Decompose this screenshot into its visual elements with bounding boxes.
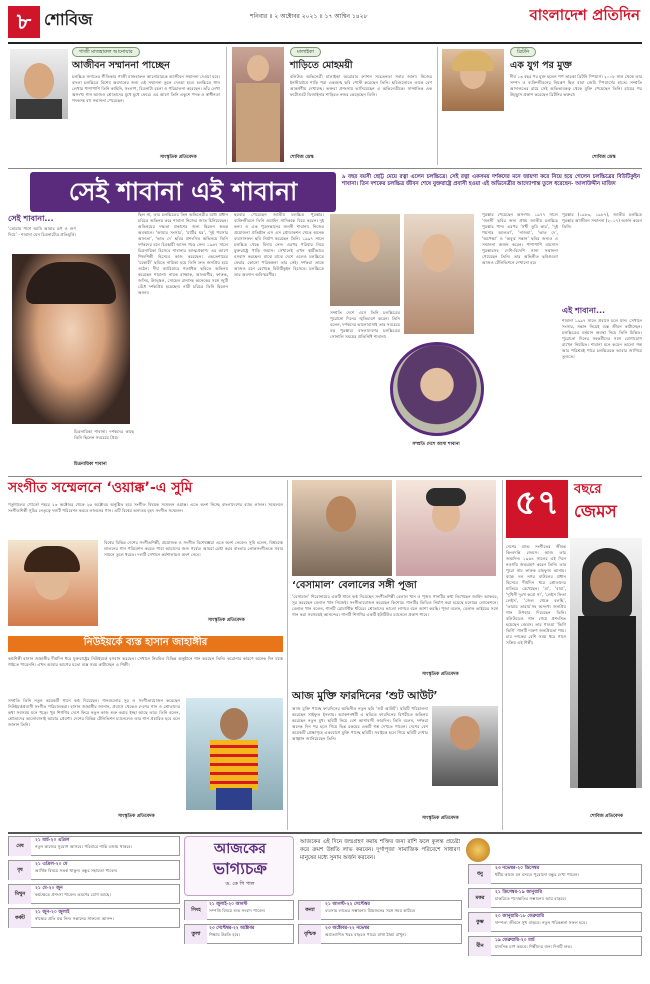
- tag-britney: ব্রিটনি: [510, 47, 536, 57]
- sign-kanya: কন্যা ২১ আগস্ট-২২ সেপ্টেম্বর ব্যবসায় লাভের সম্ভাবনা। প্রিয়জনের সঙ্গে সময় কাটবে।: [298, 900, 462, 920]
- headline-gazi: আজীবন সম্মাননা পাচ্ছেন: [72, 60, 170, 71]
- article-britney: [442, 47, 642, 165]
- shabana-subhead: এই শাবানা...: [562, 306, 606, 315]
- shabana-caption-1: চিত্রনায়িকা শাবানা: [74, 462, 107, 467]
- britney-photo: [442, 49, 504, 111]
- horoscope-author: ড. কে পি পাল: [225, 881, 255, 887]
- shabana-deck: ৯ বছর বয়সী ছোট্ট মেয়ে রত্না এলেন চলচ্চিত্রে। সেই রত্না একসময় দর্শকদের মনে জায়গা করে নিয়ে হয়ে গেলেন চলচ্চিত্রের বিউটিকুইন শাবানা। তিন দশকের চলচ্চিত্র জীবন শেষে যুক্তরাষ্ট্রে প্রবাসী হওয়া এই অভিনেত্রীর আদ্যোপান্ত তুলে ধরেছেন- আলাউদ্দীন মাজিদ: [342, 174, 640, 187]
- article-gazi: [10, 47, 220, 165]
- sign-kumbha: কুম্ভ ২০ জানুয়ারি-১৮ ফেব্রুয়ারি দাম্পত্য জীবনে সুখ বাড়বে। নতুন পরিকল্পনা সফল হবে।: [468, 912, 642, 932]
- tag-gazi: গাজী মাজহারুল আনোয়ার: [72, 47, 140, 57]
- gazi-photo: [10, 49, 68, 119]
- sign-tula: তুলা ২৩ সেপ্টেম্বর-২২ অক্টোবর শিক্ষায় উন্নতি হবে।: [184, 924, 294, 944]
- sumi-photo: [8, 540, 98, 626]
- section-title: শোবিজ: [44, 10, 93, 29]
- horoscope-title-box: [184, 836, 294, 896]
- headline-malaika: শাড়িতে মোহময়ী: [290, 60, 353, 71]
- header-rule: [8, 42, 642, 44]
- byline-mukti: সাংস্কৃতিক প্রতিবেদক: [422, 816, 459, 821]
- byline-sumi: সাংস্কৃতিক প্রতিবেদক: [208, 618, 245, 623]
- sign-makar: মকর ২১ ডিসেম্বর-১৯ জানুয়ারি চাকরিতে পদোন্নতির সম্ভাবনা। আয় বাড়বে।: [468, 888, 642, 908]
- sign-brisha: বৃষ ২১ এপ্রিল-২০ মে আর্থিক বিষয়ে সতর্ক থাকুন। বন্ধুর সহায়তা পাবেন।: [8, 860, 180, 880]
- james-age: ৫৭: [514, 483, 560, 523]
- body-gazi: চলচ্চিত্র জগতের গীতিকার গাজী মাজহারুল আনোয়ারকে আজীবন সম্মাননা দেওয়া হবে। বাংলা চলচ্চিত্রে বিশেষ অবদানের জন্য এই সম্মাননা তুলে দেওয়া হবে। চলচ্চিত্রে গান লেখার পাশাপাশি তিনি কাহিনি, সংলাপ, চিত্রনাট্য রচনা ও পরিচালনা করেছেন। তাঁর লেখা অসংখ্য গান আজও শ্রোতাদের মুখে মুখে ফেরে। এর আগে তিনি একুশে পদক ও স্বাধীনতা পদকসহ বহু সম্মাননা পেয়েছেন।: [72, 74, 220, 103]
- page-number: ৮: [8, 6, 40, 38]
- shabana-title: সেই শাবানা এই শাবানা: [68, 177, 298, 206]
- sign-karkat: কর্কট ২১ জুন-২০ জুলাই স্বাস্থ্যের প্রতি যত্ন নিন। সন্তানের সাফল্যে আনন্দ।: [8, 908, 180, 928]
- byline-malaika: শোবিজ ডেস্ক: [290, 155, 314, 160]
- sign-brishchik: বৃশ্চিক ২৩ অক্টোবর-২২ নভেম্বর অপ্রত্যাশিত খরচ বাড়তে পারে। মাথা ঠান্ডা রাখুন।: [298, 924, 462, 944]
- james-title-2: জেমস: [574, 502, 617, 522]
- belal-photo: [292, 480, 392, 576]
- article-puja: ‘বেসামাল’ বেলালের সঙ্গী পূজা ‘বেসামাল’ শিরোনামের একটি গানে কণ্ঠ দিয়েছেন সংগীতশিল্পী বেলাল খান ও পূজা। গানটির কথা লিখেছেন জাহিদ আকবর, সুর করেছেন বেলাল খান নিজেই। সংগীতায়োজন করেছেন কিশোর। গানটির ভিডিও নির্মাণ করা হয়েছে মনোরম লোকেশনে। বেলাল খান বলেন, গানটি রোমান্টিক ধাঁচের। শ্রোতাদের ভালো লাগবে বলে আশা করছি। পূজা বলেন, বেলাল ভাইয়ের সঙ্গে গান করা সবসময়ই আনন্দের। গানটি শিগগির একটি ইউটিউব চ্যানেলে প্রকাশ পাবে। সাংস্কৃতিক প্রতিবেদক: [292, 480, 498, 680]
- james-title-1: বছরে: [574, 482, 602, 497]
- hasan-photo: [186, 698, 283, 810]
- sign-meen: মীন ১৯ ফেব্রুয়ারি-২০ মার্চ মানসিক চাপ কমবে। শিল্পীদের জন্য দিনটি শুভ।: [468, 936, 642, 956]
- puja-photo: [396, 480, 496, 576]
- article-james: ৫৭ বছরে জেমস দেশের ব্যান্ড সংগীতের জীবন্ত কিংবদন্তি জেমস। আজ তার জন্মদিন। ১৯৬৪ সালের এই দিনে নওগাঁয় জন্মগ্রহণ করেন তিনি। তার পুরো নাম ফারুক মাহফুজ আনাম। ব্যান্ড দল নগর বাউলের প্রধান হিসেবে দীর্ঘদিন ধরে শ্রোতাদের মাতিয়ে রেখেছেন। ‘মা’, ‘বাবা’, ‘দুখিনী দুঃখ করো না’, ‘লেইস ফিতা লেইস’, ‘জেল থেকে বলছি’, ‘তারায় তারায়’সহ অসংখ্য জনপ্রিয় গান উপহার দিয়েছেন তিনি। বলিউডেও গান গেয়ে প্রশংসিত হয়েছেন জেমস। তার গাওয়া ‘ভিগি ভিগি’ গানটি দারুণ জনপ্রিয়তা পায়। চার দশকের বেশি সময় ধরে গানে সক্রিয় এই শিল্পী। শোবিজ প্রতিবেদক: [506, 480, 642, 830]
- shabana-lead: সেই শাবানা...: [8, 214, 54, 223]
- horoscope-section: [8, 836, 642, 982]
- headline-britney: এক যুগ পর মুক্ত: [510, 60, 572, 71]
- masthead-logo: বাংলাদেশ প্রতিদিন: [529, 6, 640, 24]
- sign-dhanu: ধনু ২৩ নভেম্বর-২০ ডিসেম্বর ধর্মীয় কাজে মন বসবে। পুরোনো বন্ধুর দেখা পাবেন।: [468, 864, 642, 884]
- horoscope-intro: আজকের এই দিনে জন্মগ্রহণ করায় শক্তির জন্য রাশি ফলে কুলন্ত প্রচেষ্টা করে ক্রমশ উন্নতি লাভ করবেন। দুর্গাপূজা সামাজিক পরিবেশে সাধারণ মানুষের মধ্যে সুনাম অর্জন করবেন।: [300, 839, 460, 861]
- body-malaika: বলিউড অভিনেত্রী মালাইকা অরোরার ফ্যাশন সচেতনতা সবার জানা। নিজের ইনস্টাগ্রামে শাড়ি পরা একগুচ্ছ ছবি পোস্ট করেছেন তিনি। ছবিগুলোতে তাকে বেশ আকর্ষণীয় দেখাচ্ছে। ভক্তরা প্রশংসায় ভাসিয়েছেন এ অভিনেত্রীকে। সাম্প্রতিক এক ফটোশুটে ডিজাইনার শাড়িতে নজর কেড়েছেন তিনি।: [290, 74, 432, 97]
- tag-malaika: মালাইকা: [290, 47, 321, 57]
- sign-mesh: মেষ ২১ মার্চ-২০ এপ্রিল নতুন কাজের সুযোগ আসবে। পরিবারে শান্তি বজায় থাকবে।: [8, 836, 180, 856]
- shabana-photo-3: [404, 214, 474, 334]
- body-britney: দীর্ঘ ১৩ বছর পর মুক্ত হলেন পপ তারকা ব্রিটনি স্পিয়ার্স। ২০০৮ সাল থেকে তার সম্পদ ও ব্যক্তিজীবনের নিয়ন্ত্রণ ছিল বাবা জেমি স্পিয়ার্সের হাতে। সম্প্রতি আদালতের রায়ে সেই অভিভাবকত্ব থেকে মুক্তি পেয়েছেন তিনি। রায়ের পর উচ্ছ্বাস প্রকাশ করেছেন ব্রিটনির ভক্তরা।: [510, 74, 642, 97]
- malaika-photo: [232, 47, 284, 162]
- byline-james: শোবিজ প্রতিবেদক: [590, 814, 624, 819]
- article-sumi: সংগীত সম্মেলনে ‘ওয়াক্ক’-এ সুমি পর্তুগালের পোর্তো শহরে ২৩ অক্টোবর থেকে ২৬ অক্টোবর অনুষ্ঠিত হবে সংগীত বিষয়ক সম্মেলন ওয়াক্ক। এতে অংশ নিচ্ছে বাংলাদেশের ব্যান্ড লালন। সম্মেলনে সংগীতশিল্পী সুমির নেতৃত্বে দলটি পরিবেশন করবে লালনের গান। এটি বিশ্বের অন্যতম বৃহৎ সংগীত সম্মেলন। বিশ্বের বিভিন্ন দেশের সংগীতশিল্পী, প্রযোজক ও সংগীত বিশেষজ্ঞরা এতে অংশ নেবেন। সুমি বলেন, বিশ্বমঞ্চে লালনের গান পরিবেশন করতে পারা আমাদের জন্য গর্বের। আমরা চেষ্টা করব বাংলার লোকসংগীতকে সবার সামনে তুলে ধরতে। দলটি সেখানে কর্মশালায়ও অংশ নেবে। সাংস্কৃতিক প্রতিবেদক: [8, 480, 283, 630]
- shabana-title-banner: [30, 172, 336, 212]
- article-malaika: [232, 47, 432, 165]
- horoscope-title-2: ভাগ্যচক্র: [213, 859, 267, 878]
- headline-hasan: নিউইয়র্কে ব্যস্ত হাসান জাহাঙ্গীর: [83, 637, 208, 648]
- article-mukti: আজ মুক্তি ফারদিনের ‘শুট আউট’ আজ মুক্তি পাচ্ছে ফারদিনের অভিনীত নতুন ছবি ‘শুট আউট’। ছবিটি পরিচালনা করেছেন সাইফুল ইসলাম। অ্যাকশনধর্মী এ ছবিতে ফারদিনের বিপরীতে অভিনয় করেছেন নতুন মুখ। ছবিটি নিয়ে বেশ আশাবাদী ফারদিন। তিনি বলেন, দর্শকরা অনেক দিন পর হলে গিয়ে ভিন্ন রকমের একটি গল্প দেখতে পাবেন। দেশের বেশ কয়েকটি প্রেক্ষাগৃহে একযোগে মুক্তি পাচ্ছে ছবিটি। সবাইকে হলে গিয়ে ছবিটি দেখার আহ্বান জানিয়েছেন তিনি। সাংস্কৃতিক প্রতিবেদক: [292, 690, 498, 826]
- byline-britney: শোবিজ ডেস্ক: [592, 155, 616, 160]
- article-hasan: নিউইয়র্কে ব্যস্ত হাসান জাহাঙ্গীর কণ্ঠশিল্পী হাসান জাহাঙ্গীর দীর্ঘদিন ধরে যুক্তরাষ্ট্রের নিউইয়র্কে বসবাস করছেন। সেখানে নিয়মিত বিভিন্ন অনুষ্ঠানে গান করছেন তিনি। করোনার কারণে অনেক দিন মঞ্চে গাইতে পারেননি। এখন আবার আগের মতো ব্যস্ত সময় কাটাচ্ছেন এ শিল্পী। সম্প্রতি তিনি নতুন কয়েকটি গানে কণ্ঠ দিয়েছেন। গানগুলোর সুর ও সংগীতায়োজন করেছেন নিউইয়র্কপ্রবাসী সংগীত পরিচালকরা। হাসান জাহাঙ্গীর জানান, প্রবাসে থেকেও দেশের গান ও শ্রোতাদের কথা সবসময় মনে পড়ে। খুব শিগগির দেশে ফিরে নতুন কাজ শুরু করার ইচ্ছা আছে তার। তিনি বলেন, শ্রোতাদের ভালোবাসাই আমার প্রেরণা। দেশের বিভিন্ন টেলিভিশন চ্যানেলেও তার গান প্রচারিত হবে বলে জানান তিনি। সাংস্কৃতিক প্রতিবেদক: [8, 637, 283, 819]
- fardin-photo: [432, 706, 498, 786]
- headline-puja: ‘বেসামাল’ বেলালের সঙ্গী পূজা: [292, 580, 417, 591]
- byline-gazi: সাংস্কৃতিক প্রতিবেদক: [160, 155, 197, 160]
- shabana-section: সেই শাবানা... ‘তোমার পাশে আমি আমার রূপ ও গুণ দিয়ে’ - শাবানা যেন চিত্রনাট্যের প্রতিমূর্তি। চিত্রনায়িকা শাবানা চিত্রনায়িকা শাবানা। দর্শকদের কাছে তিনি ছিলেন সবচেয়ে প্রিয়। ছিল না, তার চলচ্চিত্রের তিন অভিনেত্রীর মধ্যে প্রধান চরিত্রে অভিনয় করে শাবানা নিজের জাত চিনিয়েছেন। অভিনয়ের দক্ষতা প্রকাশের জন্য ছিলেন স্বতন্ত্র অবস্থানে। ‘আমার সংসার’, ‘মাটির ঘর’, ‘দুই পয়সার আলতা’, ‘ভাত দে’ ছবির প্রশংসিত অভিনয়ে তিনি দর্শকদের মনে চিরস্থায়ী আসন গড়ে নেন। ১৯৬৭ সালে চিত্রনায়িকা হিসেবে শাবানার আত্মপ্রকাশ। এর আগে শিশুশিল্পী হিসেবে কাজ করেছেন। এহতেশামের ‘চকোরী’ ছবিতে নায়িকা হয়ে তিনি দ্রুত জনপ্রিয় হয়ে ওঠেন। দীর্ঘ ক্যারিয়ারে শতাধিক ছবিতে অভিনয় করেছেন শাবানা। নায়ক রাজ্জাক, আলমগীর, ফারুক, জসিম, উজ্জ্বল, সোহেল রানাসহ অনেকের সঙ্গে জুটি বেঁধে দর্শকপ্রিয় হয়েছেন। নারী চরিত্রে তিনি ছিলেন অনন্য। ছয়বার পেয়েছেন জাতীয় চলচ্চিত্র পুরস্কার। ব্যক্তিজীবনে তিনি ওয়াহিদ সাদিককে বিয়ে করেন। দুই কন্যা ও এক পুত্রসন্তানের জননী শাবানা। নিজের প্রযোজনা প্রতিষ্ঠান এস এস প্রোডাকশন থেকে অনেক ব্যবসাসফল ছবি নির্মাণ করেছেন তিনি। ১৯৯৭ সালে চলচ্চিত্র থেকে বিদায় নেন। এরপর পরিবার নিয়ে যুক্তরাষ্ট্রে পাড়ি জমান। সেখানেই এখন স্থায়ীভাবে বসবাস করছেন। মাঝে মাঝে দেশে এলেও চলচ্চিত্রে ফেরার কোনো পরিকল্পনা তার নেই। দর্শকরা তাকে আজও মনে রেখেছে বিউটিকুইন হিসেবে। চলচ্চিত্রে তার অবদান অবিস্মরণীয়। সম্প্রতি দেশে এসে তিনি চলচ্চিত্রের পুরোনো দিনের স্মৃতিচারণ করেন। তিনি বলেন, দর্শকদের ভালোবাসাই তার সবচেয়ে বড় পুরস্কার। বাংলাদেশের চলচ্চিত্রের সোনালি সময়ের প্রতিনিধি শাবানা। সম্প্রতি দেশে আসা শাবানা পুরস্কার পেয়েছেন অসংখ্য। ১৯৭৭ সালে ‘জননী’ ছবির জন্য প্রথম জাতীয় চলচ্চিত্র পুরস্কার পান। এরপর ‘সখী তুমি কার’, ‘দুই পয়সার আলতা’, ‘নাজমা’, ‘ভাত দে’, ‘অপেক্ষা’ ও ‘অবুঝ সন্তান’ ছবির জন্যও এ সম্মাননা অর্জন করেন। পাশাপাশি বাচসাস পুরস্কারসহ দেশি-বিদেশি নানা সম্মাননা পেয়েছেন তিনি। তার অভিনীত ছবিগুলো আজও টেলিভিশনে দেখানো হয়। পুরস্কার (১৯৮৩, ১৯৮৭), জাতীয় চলচ্চিত্র পুরস্কার আজীবন সম্মাননা (২০১৭) অর্জন করেন তিনি। এই শাবানা... শাবানা ১৯৯৭ সালে প্রবাসে চলে যান। সেখানে সংসার, সন্তান নিয়েই ব্যস্ত জীবন কাটাচ্ছেন। চলচ্চিত্রের বর্তমান অবস্থা নিয়ে তিনি চিন্তিত। পুরোনো দিনের সহকর্মীদের সঙ্গে যোগাযোগ রাখেন নিয়মিত। শাবানা মনে করেন ভালো গল্প আর পরিশ্রমই পারে চলচ্চিত্রকে আবার জাগিয়ে তুলতে।: [8, 212, 642, 467]
- headline-mukti: আজ মুক্তি ফারদিনের ‘শুট আউট’: [292, 690, 438, 702]
- headline-sumi: সংগীত সম্মেলনে ‘ওয়াক্ক’-এ সুমি: [8, 480, 193, 496]
- james-photo: [570, 538, 642, 788]
- horoscope-title-1: আজকের: [214, 841, 266, 857]
- sign-singha: সিংহ ২১ জুলাই-২০ আগস্ট সম্পত্তি বিষয়ে শুভ সংবাদ পাবেন।: [184, 900, 294, 920]
- byline-hasan: সাংস্কৃতিক প্রতিবেদক: [118, 814, 155, 819]
- shabana-photo-2: [330, 214, 400, 306]
- issue-date: শনিবার ॥ ২ অক্টোবর ২০২১ ॥ ১৭ আশ্বিন ১৪২৮: [250, 13, 368, 20]
- shabana-young-photo: [12, 254, 130, 424]
- shabana-recent-photo: [390, 342, 484, 436]
- sign-mithun: মিথুন ২১ মে-২০ জুন কর্মক্ষেত্রে প্রশংসা পাবেন। ভ্রমণের যোগ আছে।: [8, 884, 180, 904]
- shabana-caption-2: সম্প্রতি দেশে আসা শাবানা: [412, 442, 460, 447]
- zodiac-wheel-icon: [466, 838, 490, 862]
- byline-puja: সাংস্কৃতিক প্রতিবেদক: [422, 672, 459, 677]
